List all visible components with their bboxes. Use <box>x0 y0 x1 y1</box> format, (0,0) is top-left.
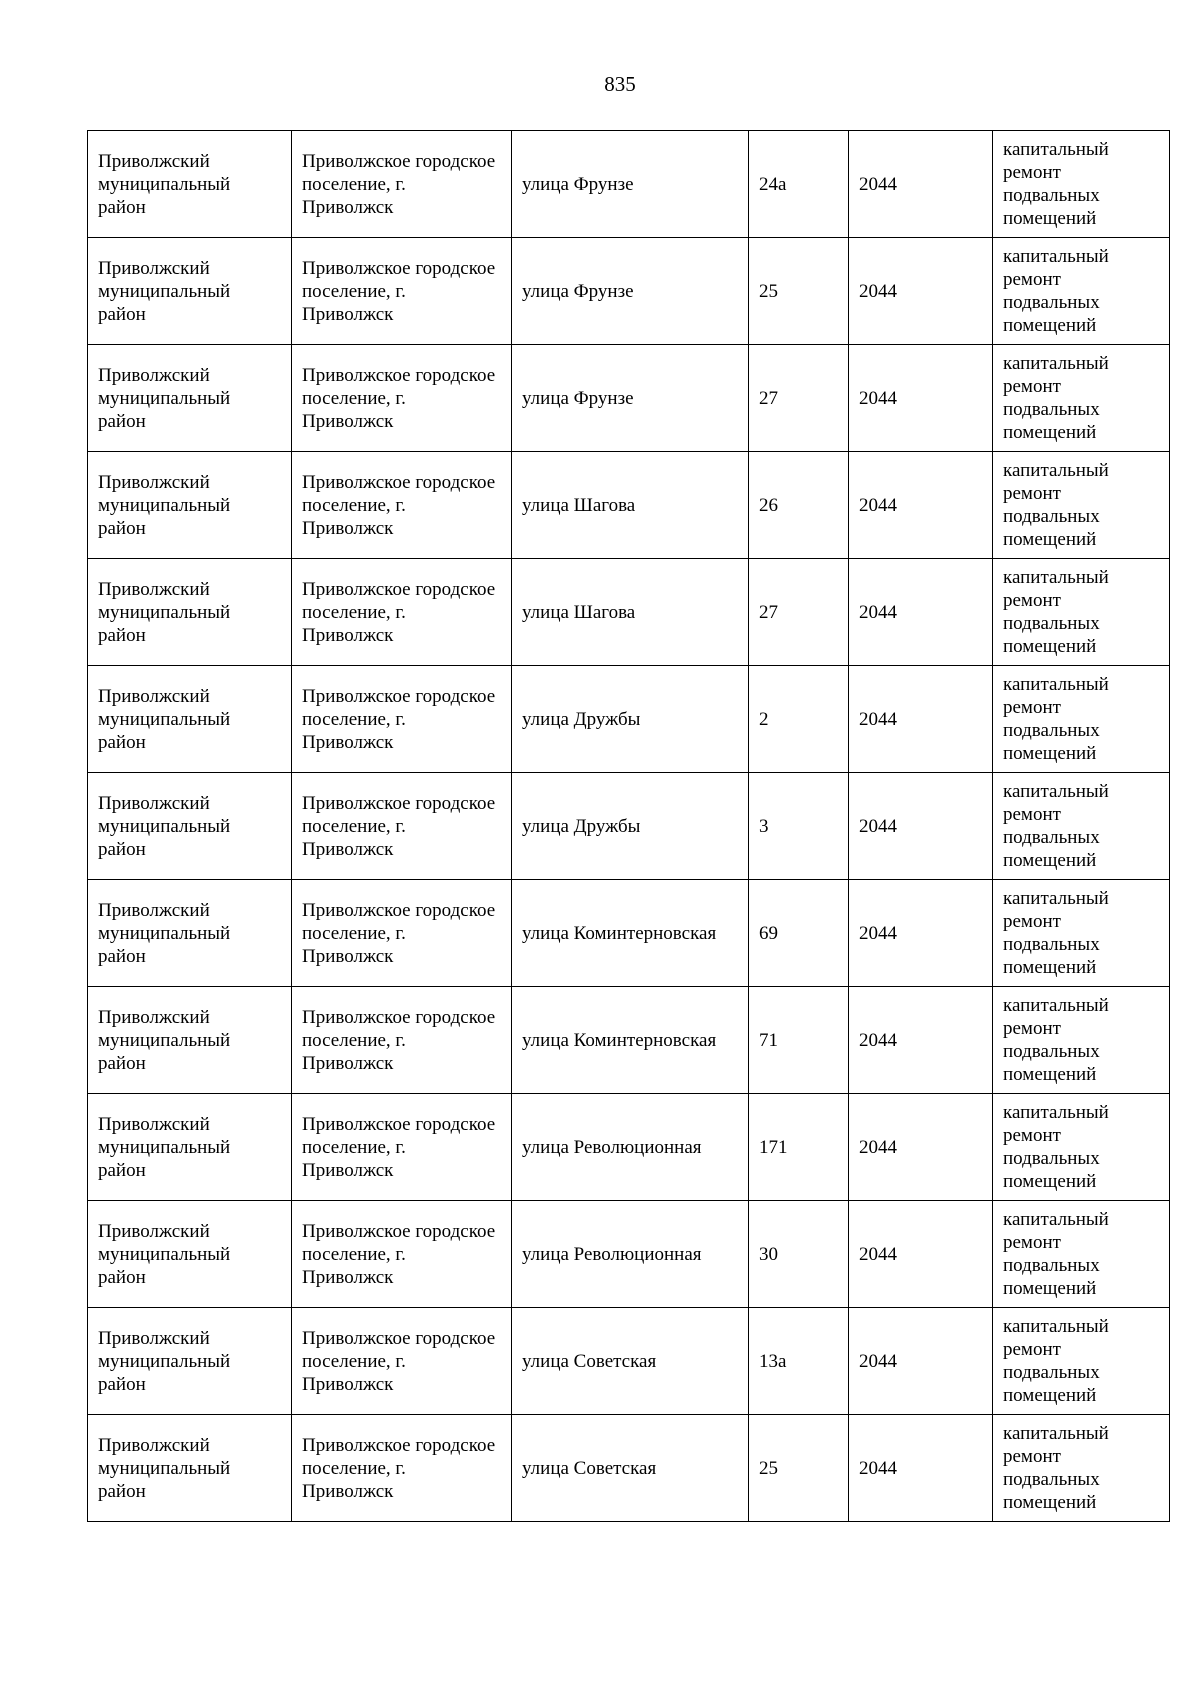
district-cell: Приволжский муниципальный район <box>88 131 292 238</box>
street-cell: улица Советская <box>512 1308 749 1415</box>
work-type-cell: капитальный ремонт подвальных помещений <box>993 1308 1170 1415</box>
table-row <box>88 238 1170 345</box>
work-type-cell: капитальный ремонт подвальных помещений <box>993 773 1170 880</box>
table-row <box>88 880 1170 987</box>
street-cell: улица Дружбы <box>512 666 749 773</box>
year-cell: 2044 <box>849 666 993 773</box>
settlement-cell: Приволжское городское поселение, г. Приволжск <box>292 238 512 345</box>
table-row <box>88 1201 1170 1308</box>
house-number-cell: 25 <box>749 238 849 345</box>
district-cell: Приволжский муниципальный район <box>88 1415 292 1522</box>
district-cell: Приволжский муниципальный район <box>88 559 292 666</box>
street-cell: улица Фрунзе <box>512 345 749 452</box>
year-cell: 2044 <box>849 345 993 452</box>
settlement-cell: Приволжское городское поселение, г. Приволжск <box>292 131 512 238</box>
work-type-cell: капитальный ремонт подвальных помещений <box>993 666 1170 773</box>
year-cell: 2044 <box>849 880 993 987</box>
street-cell: улица Коминтерновская <box>512 987 749 1094</box>
house-number-cell: 25 <box>749 1415 849 1522</box>
year-cell: 2044 <box>849 1308 993 1415</box>
settlement-cell: Приволжское городское поселение, г. Приволжск <box>292 1415 512 1522</box>
street-cell: улица Шагова <box>512 559 749 666</box>
house-number-cell: 27 <box>749 345 849 452</box>
year-cell: 2044 <box>849 773 993 880</box>
settlement-cell: Приволжское городское поселение, г. Приволжск <box>292 1094 512 1201</box>
table-row <box>88 987 1170 1094</box>
street-cell: улица Фрунзе <box>512 238 749 345</box>
work-type-cell: капитальный ремонт подвальных помещений <box>993 452 1170 559</box>
house-number-cell: 2 <box>749 666 849 773</box>
settlement-cell: Приволжское городское поселение, г. Приволжск <box>292 880 512 987</box>
table-row <box>88 345 1170 452</box>
district-cell: Приволжский муниципальный район <box>88 345 292 452</box>
district-cell: Приволжский муниципальный район <box>88 1201 292 1308</box>
settlement-cell: Приволжское городское поселение, г. Приволжск <box>292 987 512 1094</box>
settlement-cell: Приволжское городское поселение, г. Приволжск <box>292 452 512 559</box>
house-number-cell: 13а <box>749 1308 849 1415</box>
settlement-cell: Приволжское городское поселение, г. Приволжск <box>292 1308 512 1415</box>
work-type-cell: капитальный ремонт подвальных помещений <box>993 987 1170 1094</box>
house-number-cell: 171 <box>749 1094 849 1201</box>
table-row <box>88 452 1170 559</box>
registry-table <box>87 130 1170 1522</box>
district-cell: Приволжский муниципальный район <box>88 666 292 773</box>
street-cell: улица Дружбы <box>512 773 749 880</box>
district-cell: Приволжский муниципальный район <box>88 880 292 987</box>
year-cell: 2044 <box>849 559 993 666</box>
year-cell: 2044 <box>849 452 993 559</box>
table-row <box>88 559 1170 666</box>
year-cell: 2044 <box>849 131 993 238</box>
year-cell: 2044 <box>849 1415 993 1522</box>
street-cell: улица Советская <box>512 1415 749 1522</box>
work-type-cell: капитальный ремонт подвальных помещений <box>993 1415 1170 1522</box>
street-cell: улица Революционная <box>512 1094 749 1201</box>
work-type-cell: капитальный ремонт подвальных помещений <box>993 345 1170 452</box>
house-number-cell: 26 <box>749 452 849 559</box>
settlement-cell: Приволжское городское поселение, г. Приволжск <box>292 559 512 666</box>
work-type-cell: капитальный ремонт подвальных помещений <box>993 238 1170 345</box>
district-cell: Приволжский муниципальный район <box>88 1094 292 1201</box>
district-cell: Приволжский муниципальный район <box>88 987 292 1094</box>
year-cell: 2044 <box>849 987 993 1094</box>
settlement-cell: Приволжское городское поселение, г. Приволжск <box>292 345 512 452</box>
page-number: 835 <box>604 72 636 96</box>
house-number-cell: 69 <box>749 880 849 987</box>
table-row <box>88 1308 1170 1415</box>
work-type-cell: капитальный ремонт подвальных помещений <box>993 131 1170 238</box>
house-number-cell: 24а <box>749 131 849 238</box>
house-number-cell: 30 <box>749 1201 849 1308</box>
district-cell: Приволжский муниципальный район <box>88 1308 292 1415</box>
district-cell: Приволжский муниципальный район <box>88 773 292 880</box>
table-row <box>88 131 1170 238</box>
year-cell: 2044 <box>849 1201 993 1308</box>
house-number-cell: 27 <box>749 559 849 666</box>
settlement-cell: Приволжское городское поселение, г. Приволжск <box>292 666 512 773</box>
table-row <box>88 1415 1170 1522</box>
settlement-cell: Приволжское городское поселение, г. Приволжск <box>292 773 512 880</box>
street-cell: улица Революционная <box>512 1201 749 1308</box>
work-type-cell: капитальный ремонт подвальных помещений <box>993 559 1170 666</box>
house-number-cell: 3 <box>749 773 849 880</box>
table-body <box>88 131 1170 1522</box>
street-cell: улица Фрунзе <box>512 131 749 238</box>
district-cell: Приволжский муниципальный район <box>88 452 292 559</box>
work-type-cell: капитальный ремонт подвальных помещений <box>993 880 1170 987</box>
year-cell: 2044 <box>849 238 993 345</box>
table-row <box>88 773 1170 880</box>
year-cell: 2044 <box>849 1094 993 1201</box>
table-row <box>88 666 1170 773</box>
work-type-cell: капитальный ремонт подвальных помещений <box>993 1201 1170 1308</box>
settlement-cell: Приволжское городское поселение, г. Приволжск <box>292 1201 512 1308</box>
table-row <box>88 1094 1170 1201</box>
work-type-cell: капитальный ремонт подвальных помещений <box>993 1094 1170 1201</box>
street-cell: улица Коминтерновская <box>512 880 749 987</box>
street-cell: улица Шагова <box>512 452 749 559</box>
district-cell: Приволжский муниципальный район <box>88 238 292 345</box>
house-number-cell: 71 <box>749 987 849 1094</box>
